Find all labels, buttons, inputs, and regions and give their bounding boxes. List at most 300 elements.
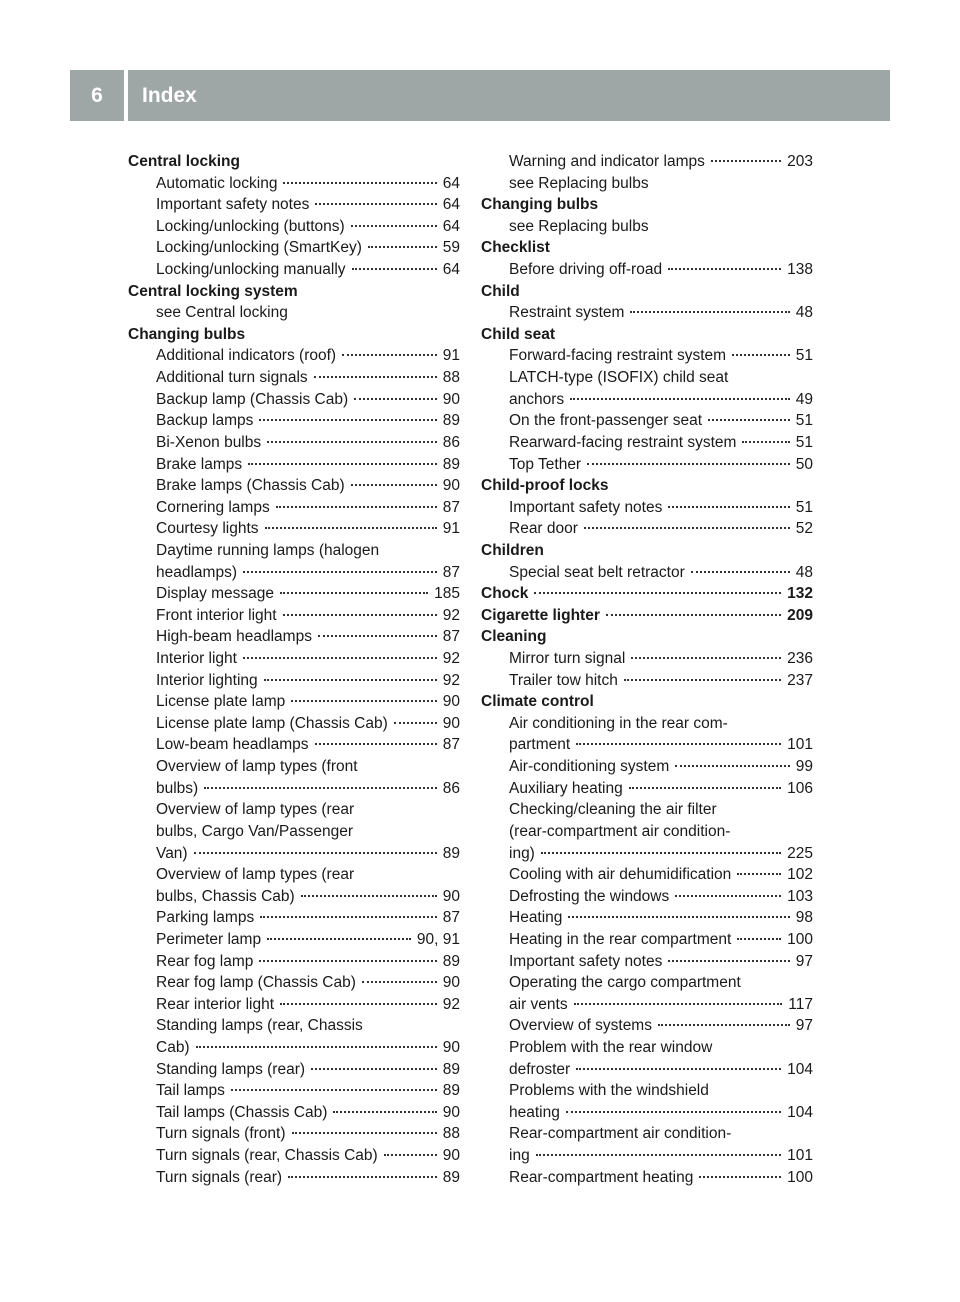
index-entry-text: Heating	[509, 909, 563, 927]
index-entry-text: Top Tether	[509, 455, 582, 473]
dot-leader	[283, 182, 436, 184]
page-reference[interactable]: 87	[442, 736, 460, 754]
index-entry[interactable]	[128, 951, 460, 973]
page-reference[interactable]: 48	[795, 563, 813, 581]
page-reference[interactable]: 117	[788, 995, 813, 1013]
dot-leader	[280, 592, 428, 594]
dot-leader	[658, 1024, 790, 1026]
index-entry	[481, 173, 813, 195]
index-entry	[128, 756, 460, 778]
index-entry-text: ing)	[509, 844, 535, 862]
index-entry-text: Rear fog lamp (Chassis Cab)	[156, 974, 356, 992]
index-entry	[481, 1123, 813, 1145]
dot-leader	[566, 1111, 781, 1113]
index-heading	[481, 626, 813, 648]
page-reference[interactable]: 236	[787, 650, 813, 668]
index-entry	[481, 367, 813, 389]
index-entry-text: Standing lamps (rear, Chassis	[156, 1017, 363, 1035]
index-entry-text: Perimeter lamp	[156, 930, 262, 948]
index-entry-text: Restraint system	[509, 304, 625, 322]
index-entry[interactable]	[128, 1059, 460, 1081]
page-reference[interactable]: 90	[442, 693, 460, 711]
page-reference[interactable]: 225	[787, 844, 813, 862]
index-entry[interactable]	[481, 302, 813, 324]
dot-leader	[243, 571, 437, 573]
index-entry	[481, 821, 813, 843]
index-entry[interactable]	[481, 778, 813, 800]
page-reference[interactable]: 101	[787, 736, 813, 754]
index-entry-text: Backup lamps	[156, 412, 254, 430]
index-entry[interactable]	[128, 497, 460, 519]
index-entry-text: see Replacing bulbs	[509, 217, 649, 235]
index-entry[interactable]	[128, 713, 460, 735]
index-heading[interactable]	[481, 605, 813, 627]
index-entry-text: Standing lamps (rear)	[156, 1060, 306, 1078]
page-reference[interactable]: 97	[795, 952, 813, 970]
index-entry[interactable]	[128, 194, 460, 216]
dot-leader	[668, 506, 789, 508]
page-reference[interactable]: 101	[787, 1147, 813, 1165]
index-entry[interactable]	[481, 994, 813, 1016]
page-reference[interactable]: 49	[795, 390, 813, 408]
dot-leader	[267, 441, 437, 443]
index-entry[interactable]	[481, 734, 813, 756]
index-entry-text: Locking/unlocking manually	[156, 261, 346, 279]
index-entry-text: Central locking	[128, 153, 240, 170]
page-reference[interactable]: 90, 91	[416, 930, 460, 948]
dot-leader	[291, 700, 437, 702]
dot-leader	[351, 484, 437, 486]
dot-leader	[629, 787, 781, 789]
index-heading[interactable]	[481, 583, 813, 605]
dot-leader	[394, 722, 437, 724]
index-entry-text: Interior light	[156, 650, 237, 668]
index-entry[interactable]	[128, 994, 460, 1016]
page-reference[interactable]: 89	[442, 412, 460, 430]
index-entry-text: License plate lamp	[156, 693, 286, 711]
index-entry[interactable]	[481, 1145, 813, 1167]
index-entry[interactable]	[128, 886, 460, 908]
page-reference[interactable]: 87	[442, 563, 460, 581]
index-entry	[128, 302, 460, 324]
index-entry[interactable]	[481, 670, 813, 692]
page-reference[interactable]: 102	[787, 866, 813, 884]
index-entry[interactable]	[128, 907, 460, 929]
dot-leader	[265, 527, 437, 529]
page-reference[interactable]: 132	[787, 585, 813, 603]
page-reference[interactable]: 90	[442, 887, 460, 905]
page-reference[interactable]: 92	[442, 671, 460, 689]
index-entry[interactable]	[481, 864, 813, 886]
index-entry-text: Front interior light	[156, 606, 277, 624]
index-entry-text: Low-beam headlamps	[156, 736, 309, 754]
index-entry[interactable]	[481, 389, 813, 411]
index-heading	[481, 540, 813, 562]
index-entry-text: Rear door	[509, 520, 578, 538]
index-entry-text: ing	[509, 1147, 530, 1165]
page-reference[interactable]: 89	[442, 844, 460, 862]
index-entry-text: Child-proof locks	[481, 477, 609, 495]
index-entry-text: Courtesy lights	[156, 520, 259, 538]
index-entry[interactable]	[481, 562, 813, 584]
page-reference[interactable]: 203	[787, 153, 813, 170]
dot-leader	[204, 787, 437, 789]
page-reference[interactable]: 90	[442, 974, 460, 992]
index-entry[interactable]	[481, 518, 813, 540]
index-entry-text: Checking/cleaning the air filter	[509, 801, 717, 819]
index-entry[interactable]	[128, 605, 460, 627]
index-entry[interactable]	[128, 691, 460, 713]
dot-leader	[574, 1003, 783, 1005]
page-reference[interactable]: 52	[795, 520, 813, 538]
page-reference[interactable]: 59	[442, 239, 460, 257]
dot-leader	[576, 743, 781, 745]
index-entry-text: Air-conditioning system	[509, 758, 670, 776]
index-entry[interactable]	[481, 843, 813, 865]
dot-leader	[264, 679, 437, 681]
index-entry-text: Bi-Xenon bulbs	[156, 433, 262, 451]
index-entry[interactable]	[481, 1167, 813, 1189]
page-reference[interactable]: 91	[442, 520, 460, 538]
index-entry[interactable]	[128, 454, 460, 476]
index-entry-text: Problem with the rear window	[509, 1038, 713, 1056]
index-entry-text: Tail lamps (Chassis Cab)	[156, 1103, 328, 1121]
dot-leader	[333, 1111, 436, 1113]
index-entry-text: Important safety notes	[509, 952, 663, 970]
index-entry-text: Display message	[156, 585, 275, 603]
page-reference[interactable]: 64	[442, 217, 460, 235]
index-entry-text: Overview of lamp types (rear	[156, 801, 355, 819]
dot-leader	[711, 160, 781, 162]
index-entry-text: Chock	[481, 585, 529, 603]
index-entry[interactable]	[128, 670, 460, 692]
index-entry-text: Cigarette lighter	[481, 606, 600, 624]
index-entry-text: Special seat belt retractor	[509, 563, 685, 581]
page-reference[interactable]: 51	[795, 347, 813, 365]
page-reference[interactable]: 237	[787, 671, 813, 689]
index-entry[interactable]	[128, 410, 460, 432]
dot-leader	[243, 657, 437, 659]
index-heading	[481, 475, 813, 497]
index-entry[interactable]	[128, 259, 460, 281]
index-entry-text: Warning and indicator lamps	[509, 153, 705, 170]
index-entry[interactable]	[128, 626, 460, 648]
index-entry[interactable]	[481, 1015, 813, 1037]
index-entry[interactable]	[128, 1037, 460, 1059]
dot-leader	[280, 1003, 437, 1005]
page-reference[interactable]: 88	[442, 369, 460, 387]
dot-leader	[708, 419, 790, 421]
dot-leader	[267, 938, 411, 940]
index-entry-text: Brake lamps	[156, 455, 243, 473]
page-reference[interactable]: 87	[442, 628, 460, 646]
dot-leader	[568, 916, 789, 918]
index-entry[interactable]	[128, 389, 460, 411]
dot-leader	[737, 873, 781, 875]
index-entry[interactable]	[481, 454, 813, 476]
dot-leader	[675, 895, 781, 897]
dot-leader	[368, 246, 437, 248]
index-heading	[481, 281, 813, 303]
index-entry-text: Problems with the windshield	[509, 1082, 709, 1100]
index-entry[interactable]	[128, 1080, 460, 1102]
index-entry-text: Parking lamps	[156, 909, 255, 927]
dot-leader	[584, 527, 790, 529]
index-heading	[128, 151, 460, 173]
page-reference[interactable]: 97	[795, 1017, 813, 1035]
index-entry[interactable]	[128, 475, 460, 497]
index-entry-text: Overview of lamp types (rear	[156, 866, 355, 884]
page-reference[interactable]: 51	[795, 498, 813, 516]
page-reference[interactable]: 50	[795, 455, 813, 473]
page-reference[interactable]: 90	[442, 477, 460, 495]
index-entry[interactable]	[481, 907, 813, 929]
index-entry-text: Important safety notes	[509, 498, 663, 516]
dot-leader	[314, 376, 437, 378]
index-entry-text: anchors	[509, 390, 565, 408]
page-reference[interactable]: 100	[787, 1168, 813, 1186]
index-entry[interactable]	[481, 886, 813, 908]
index-entry-text: defroster	[509, 1060, 571, 1078]
page-reference[interactable]: 92	[442, 650, 460, 668]
dot-leader	[541, 852, 781, 854]
page-reference[interactable]: 64	[442, 261, 460, 279]
page-reference[interactable]: 98	[795, 909, 813, 927]
page-reference[interactable]: 88	[442, 1125, 460, 1143]
index-entry-text: Child	[481, 282, 520, 300]
dot-leader	[631, 657, 781, 659]
index-entry-text: Cooling with air dehumidification	[509, 866, 732, 884]
index-entry[interactable]	[128, 1145, 460, 1167]
page-reference[interactable]: 99	[795, 758, 813, 776]
index-entry[interactable]	[128, 843, 460, 865]
index-entry[interactable]	[481, 410, 813, 432]
page-reference[interactable]: 90	[442, 1038, 460, 1056]
dot-leader	[606, 614, 781, 616]
dot-leader	[352, 268, 437, 270]
index-entry[interactable]	[481, 151, 813, 173]
index-entry[interactable]	[128, 778, 460, 800]
index-entry[interactable]	[128, 929, 460, 951]
page-reference[interactable]: 90	[442, 1103, 460, 1121]
dot-leader	[691, 571, 790, 573]
page-title: Index	[142, 84, 197, 107]
index-entry-text: Auxiliary heating	[509, 779, 623, 797]
index-entry	[128, 821, 460, 843]
index-entry[interactable]	[481, 1059, 813, 1081]
index-entry-text: License plate lamp (Chassis Cab)	[156, 714, 388, 732]
index-entry-text: see Replacing bulbs	[509, 174, 649, 192]
index-entry-text: Mirror turn signal	[509, 650, 626, 668]
dot-leader	[668, 960, 789, 962]
dot-leader	[259, 960, 436, 962]
index-entry-text: Interior lighting	[156, 671, 258, 689]
index-entry	[128, 540, 460, 562]
page-reference[interactable]: 87	[442, 909, 460, 927]
index-entry-text: air vents	[509, 995, 568, 1013]
dot-leader	[276, 506, 437, 508]
index-entry[interactable]	[481, 259, 813, 281]
dot-leader	[699, 1176, 781, 1178]
index-entry	[128, 864, 460, 886]
page-reference[interactable]: 90	[442, 714, 460, 732]
index-entry-text: Rear-compartment heating	[509, 1168, 694, 1186]
page-reference[interactable]: 106	[787, 779, 813, 797]
page-reference[interactable]: 48	[795, 304, 813, 322]
index-entry	[481, 1080, 813, 1102]
index-entry[interactable]	[481, 432, 813, 454]
index-entry-text: Overview of lamp types (front	[156, 758, 358, 776]
index-entry[interactable]	[128, 734, 460, 756]
dot-leader	[342, 354, 437, 356]
page-reference[interactable]: 87	[442, 498, 460, 516]
index-entry-text: Operating the cargo compartment	[509, 974, 741, 992]
index-entry-text: see Central locking	[156, 304, 288, 322]
index-entry-text: Changing bulbs	[128, 325, 246, 343]
page-reference[interactable]: 90	[442, 390, 460, 408]
index-entry[interactable]	[128, 237, 460, 259]
index-entry[interactable]	[128, 583, 460, 605]
index-entry-text: Forward-facing restraint system	[509, 347, 727, 365]
page-reference[interactable]: 104	[787, 1103, 813, 1121]
index-entry-text: Additional indicators (roof)	[156, 347, 337, 365]
index-entry-text: Central locking system	[128, 282, 298, 300]
index-entry-text: headlamps)	[156, 563, 237, 581]
page-reference[interactable]: 64	[442, 196, 460, 214]
dot-leader	[231, 1089, 437, 1091]
index-entry[interactable]	[128, 345, 460, 367]
dot-leader	[354, 398, 437, 400]
dot-leader	[194, 852, 437, 854]
index-entry	[128, 799, 460, 821]
index-entry[interactable]	[128, 562, 460, 584]
dot-leader	[288, 1176, 437, 1178]
index-entry-text: partment	[509, 736, 571, 754]
page-reference[interactable]: 89	[442, 952, 460, 970]
index-entry-text: Backup lamp (Chassis Cab)	[156, 390, 349, 408]
index-entry[interactable]	[481, 929, 813, 951]
index-entry-text: Cornering lamps	[156, 498, 270, 516]
index-entry-text: bulbs)	[156, 779, 199, 797]
index-entry	[481, 972, 813, 994]
index-entry[interactable]	[481, 756, 813, 778]
index-entry-text: Air conditioning in the rear com-	[509, 714, 728, 732]
index-entry[interactable]	[128, 1102, 460, 1124]
index-entry[interactable]	[481, 1102, 813, 1124]
page-reference[interactable]: 138	[787, 261, 813, 279]
page-reference[interactable]: 86	[442, 779, 460, 797]
page-reference[interactable]: 90	[442, 1147, 460, 1165]
page-reference[interactable]: 51	[795, 412, 813, 430]
index-heading	[481, 194, 813, 216]
index-entry[interactable]	[128, 367, 460, 389]
index-entry-text: Overview of systems	[509, 1017, 652, 1035]
dot-leader	[384, 1154, 437, 1156]
index-entry[interactable]	[128, 518, 460, 540]
index-entry-text: Changing bulbs	[481, 196, 599, 214]
index-entry[interactable]	[128, 216, 460, 238]
page-reference[interactable]: 92	[442, 995, 460, 1013]
index-entry-text: Climate control	[481, 693, 594, 711]
index-entry-text: Daytime running lamps (halogen	[156, 541, 380, 559]
page-reference[interactable]: 185	[434, 585, 460, 603]
page-reference[interactable]: 89	[442, 1082, 460, 1100]
dot-leader	[248, 463, 437, 465]
index-entry-text: Trailer tow hitch	[509, 671, 618, 689]
index-entry	[481, 216, 813, 238]
dot-leader	[315, 743, 437, 745]
page-reference[interactable]: 91	[442, 347, 460, 365]
index-entry[interactable]	[128, 432, 460, 454]
index-entry-text: Brake lamps (Chassis Cab)	[156, 477, 345, 495]
index-entry[interactable]	[128, 972, 460, 994]
page-number: 6	[91, 84, 103, 107]
page-reference[interactable]: 86	[442, 433, 460, 451]
index-entry	[481, 1037, 813, 1059]
page-reference[interactable]: 92	[442, 606, 460, 624]
index-entry-text: Rear-compartment air condition-	[509, 1125, 732, 1143]
index-entry-text: Before driving off-road	[509, 261, 663, 279]
index-entry-text: LATCH-type (ISOFIX) child seat	[509, 369, 729, 387]
index-entry-text: Locking/unlocking (buttons)	[156, 217, 345, 235]
index-entry-text: Cleaning	[481, 628, 547, 646]
index-entry[interactable]	[128, 1123, 460, 1145]
index-entry[interactable]	[128, 173, 460, 195]
index-entry[interactable]	[481, 951, 813, 973]
index-entry-text: Turn signals (rear, Chassis Cab)	[156, 1147, 378, 1165]
index-column-right	[481, 151, 813, 1188]
index-entry[interactable]	[481, 497, 813, 519]
page-reference[interactable]: 51	[795, 433, 813, 451]
index-entry[interactable]	[128, 1167, 460, 1189]
index-entry-text: heating	[509, 1103, 560, 1121]
index-entry-text: Rear interior light	[156, 995, 275, 1013]
index-entry-text: Automatic locking	[156, 174, 278, 192]
index-heading	[128, 324, 460, 346]
dot-leader	[570, 398, 790, 400]
page-header	[70, 70, 890, 121]
dot-leader	[301, 895, 437, 897]
index-entry[interactable]	[481, 345, 813, 367]
index-entry-text: On the front-passenger seat	[509, 412, 703, 430]
index-entry-text: Turn signals (front)	[156, 1125, 286, 1143]
page-reference[interactable]: 64	[442, 174, 460, 192]
page-reference[interactable]: 89	[442, 1060, 460, 1078]
dot-leader	[675, 765, 790, 767]
index-entry	[481, 713, 813, 735]
page-reference[interactable]: 89	[442, 1168, 460, 1186]
page-reference[interactable]: 100	[787, 930, 813, 948]
index-heading	[481, 324, 813, 346]
index-entry-text: Cab)	[156, 1038, 190, 1056]
dot-leader	[630, 311, 789, 313]
index-entry-text: Defrosting the windows	[509, 887, 670, 905]
page-reference[interactable]: 103	[787, 887, 813, 905]
index-entry-text: Child seat	[481, 325, 556, 343]
index-entry[interactable]	[128, 648, 460, 670]
page-reference[interactable]: 104	[787, 1060, 813, 1078]
page-reference[interactable]: 89	[442, 455, 460, 473]
index-entry[interactable]	[481, 648, 813, 670]
index-entry-text: Rear fog lamp	[156, 952, 254, 970]
index-column-left	[128, 151, 460, 1188]
dot-leader	[668, 268, 781, 270]
index-heading	[481, 237, 813, 259]
index-entry-text: Locking/unlocking (SmartKey)	[156, 239, 362, 257]
dot-leader	[260, 916, 437, 918]
page-reference[interactable]: 209	[787, 606, 813, 624]
index-entry-text: bulbs, Cargo Van/Passenger	[156, 822, 354, 840]
